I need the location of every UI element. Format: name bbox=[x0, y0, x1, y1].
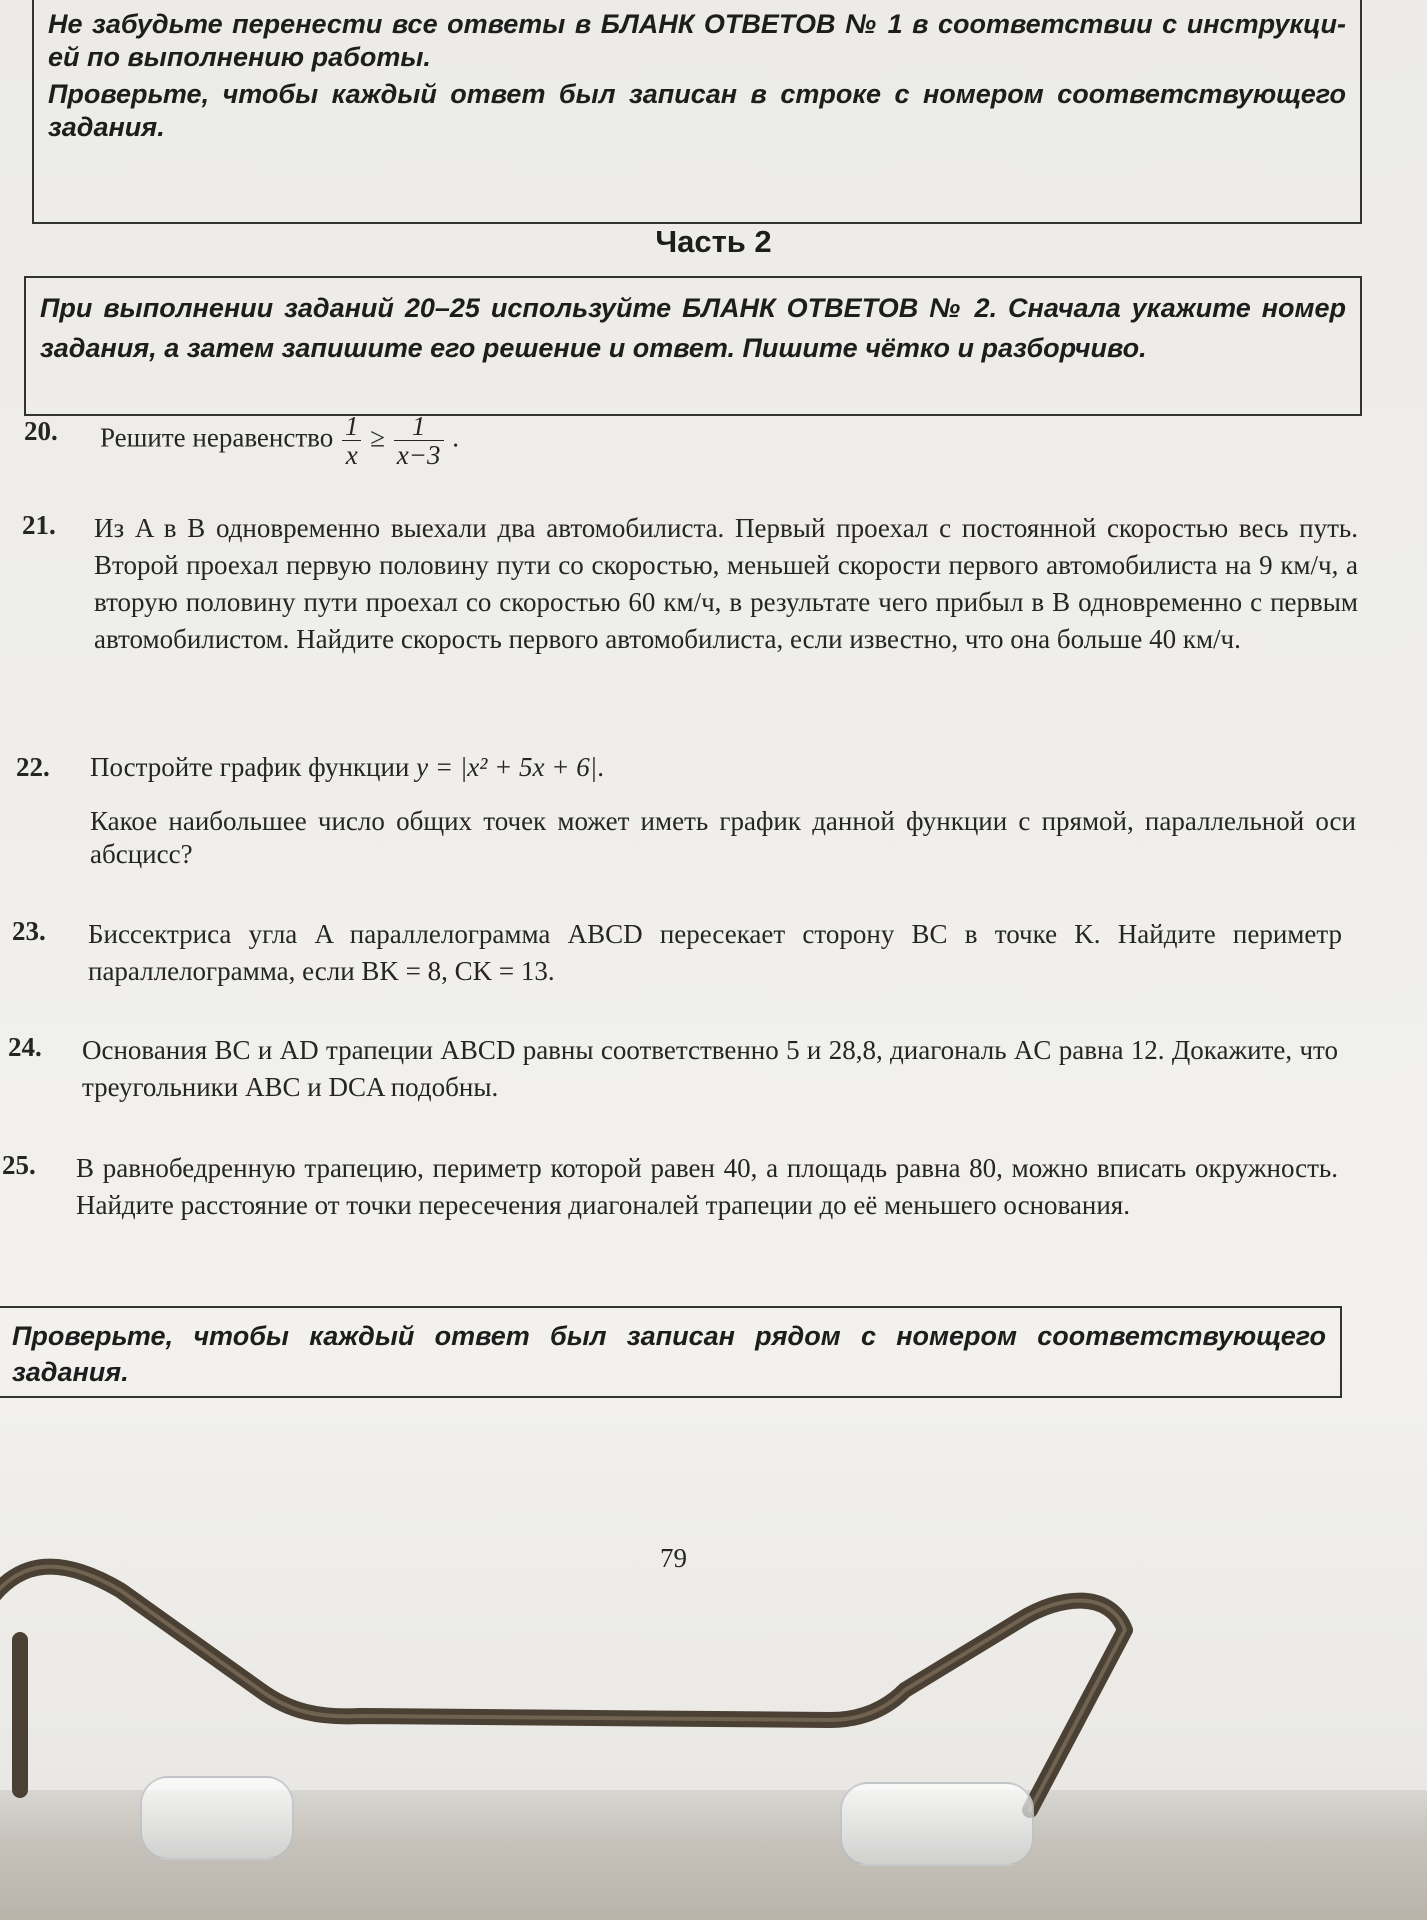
task-21-text: Из A в B одновременно выехали два автомобилиста. Первый проехал с постоянной скоростью весь путь. Второй проехал первую половину пути со скоростью, меньшей скорости первого автомобилиста на 9 км/ч, а вторую половину пути проехал со скоростью 60 км/ч, в результате чего прибыл в B одновременно с первым автомобилистом. Найдите скорость первого автомобилиста, если известно, что она больше 40 км/ч. bbox=[94, 513, 1358, 654]
task-22-end: . bbox=[597, 752, 604, 782]
task-24-text: Основания BC и AD трапеции ABCD равны соответственно 5 и 28,8, диагональ AC равна 12. Докажите, что треугольники ABC и DCA подобны. bbox=[82, 1035, 1338, 1102]
task-22-text: Постройте график функции bbox=[90, 752, 410, 782]
instruction-text: При выполнении заданий 20–25 используйте БЛАНК ОТВЕТОВ № 2. Сначала укажите номер задания, а затем запишите его решение и ответ. Пишите чётко и разборчиво. bbox=[40, 293, 1346, 363]
part-title: Часть 2 bbox=[655, 224, 772, 259]
top-notice-line2: Проверьте, чтобы каждый ответ был записан в строке с номером соответствующего задания. bbox=[48, 79, 1346, 142]
task-20-end: . bbox=[452, 422, 460, 453]
task-number: 23. bbox=[12, 916, 46, 946]
lhs-numerator: 1 bbox=[342, 412, 362, 441]
rhs-denominator: x−3 bbox=[396, 440, 441, 470]
task-number: 22. bbox=[16, 752, 50, 782]
top-notice-line1: Не забудьте перенести все ответы в БЛАНК ОТВЕТОВ № 1 в соответствии с инструкци-ей по выполнению работы. bbox=[48, 9, 1346, 72]
task-23-text: Биссектриса угла A параллелограмма ABCD пересекает сторону BC в точке K. Найдите периметр параллелограмма, если BK = 8, CK = 13. bbox=[88, 919, 1342, 986]
task-number: 21. bbox=[22, 510, 56, 540]
task-25-text: В равнобедренную трапецию, периметр которой равен 40, а площадь равна 80, можно вписать окружность. Найдите расстояние от точки пересечения диагоналей трапеции до её меньшего основания. bbox=[76, 1153, 1338, 1220]
task-number: 20. bbox=[24, 416, 58, 446]
stand-foot-right bbox=[840, 1782, 1034, 1866]
task-number: 25. bbox=[2, 1150, 36, 1180]
rhs-numerator: 1 bbox=[394, 412, 444, 441]
page-number: 79 bbox=[660, 1543, 687, 1573]
task-20-text: Решите неравенство bbox=[100, 422, 334, 453]
function-formula: y = |x² + 5x + 6| bbox=[416, 752, 598, 782]
stand-foot-left bbox=[140, 1776, 294, 1860]
task-number: 24. bbox=[8, 1032, 42, 1062]
bottom-notice-text: Проверьте, чтобы каждый ответ был записан рядом с номером соответствующего задания. bbox=[12, 1321, 1326, 1387]
relation-sign: ≥ bbox=[370, 422, 386, 453]
task-22-question: Какое наибольшее число общих точек может иметь график данной функции с прямой, параллельной оси абсцисс? bbox=[90, 806, 1356, 869]
lhs-denominator: x bbox=[345, 440, 358, 470]
